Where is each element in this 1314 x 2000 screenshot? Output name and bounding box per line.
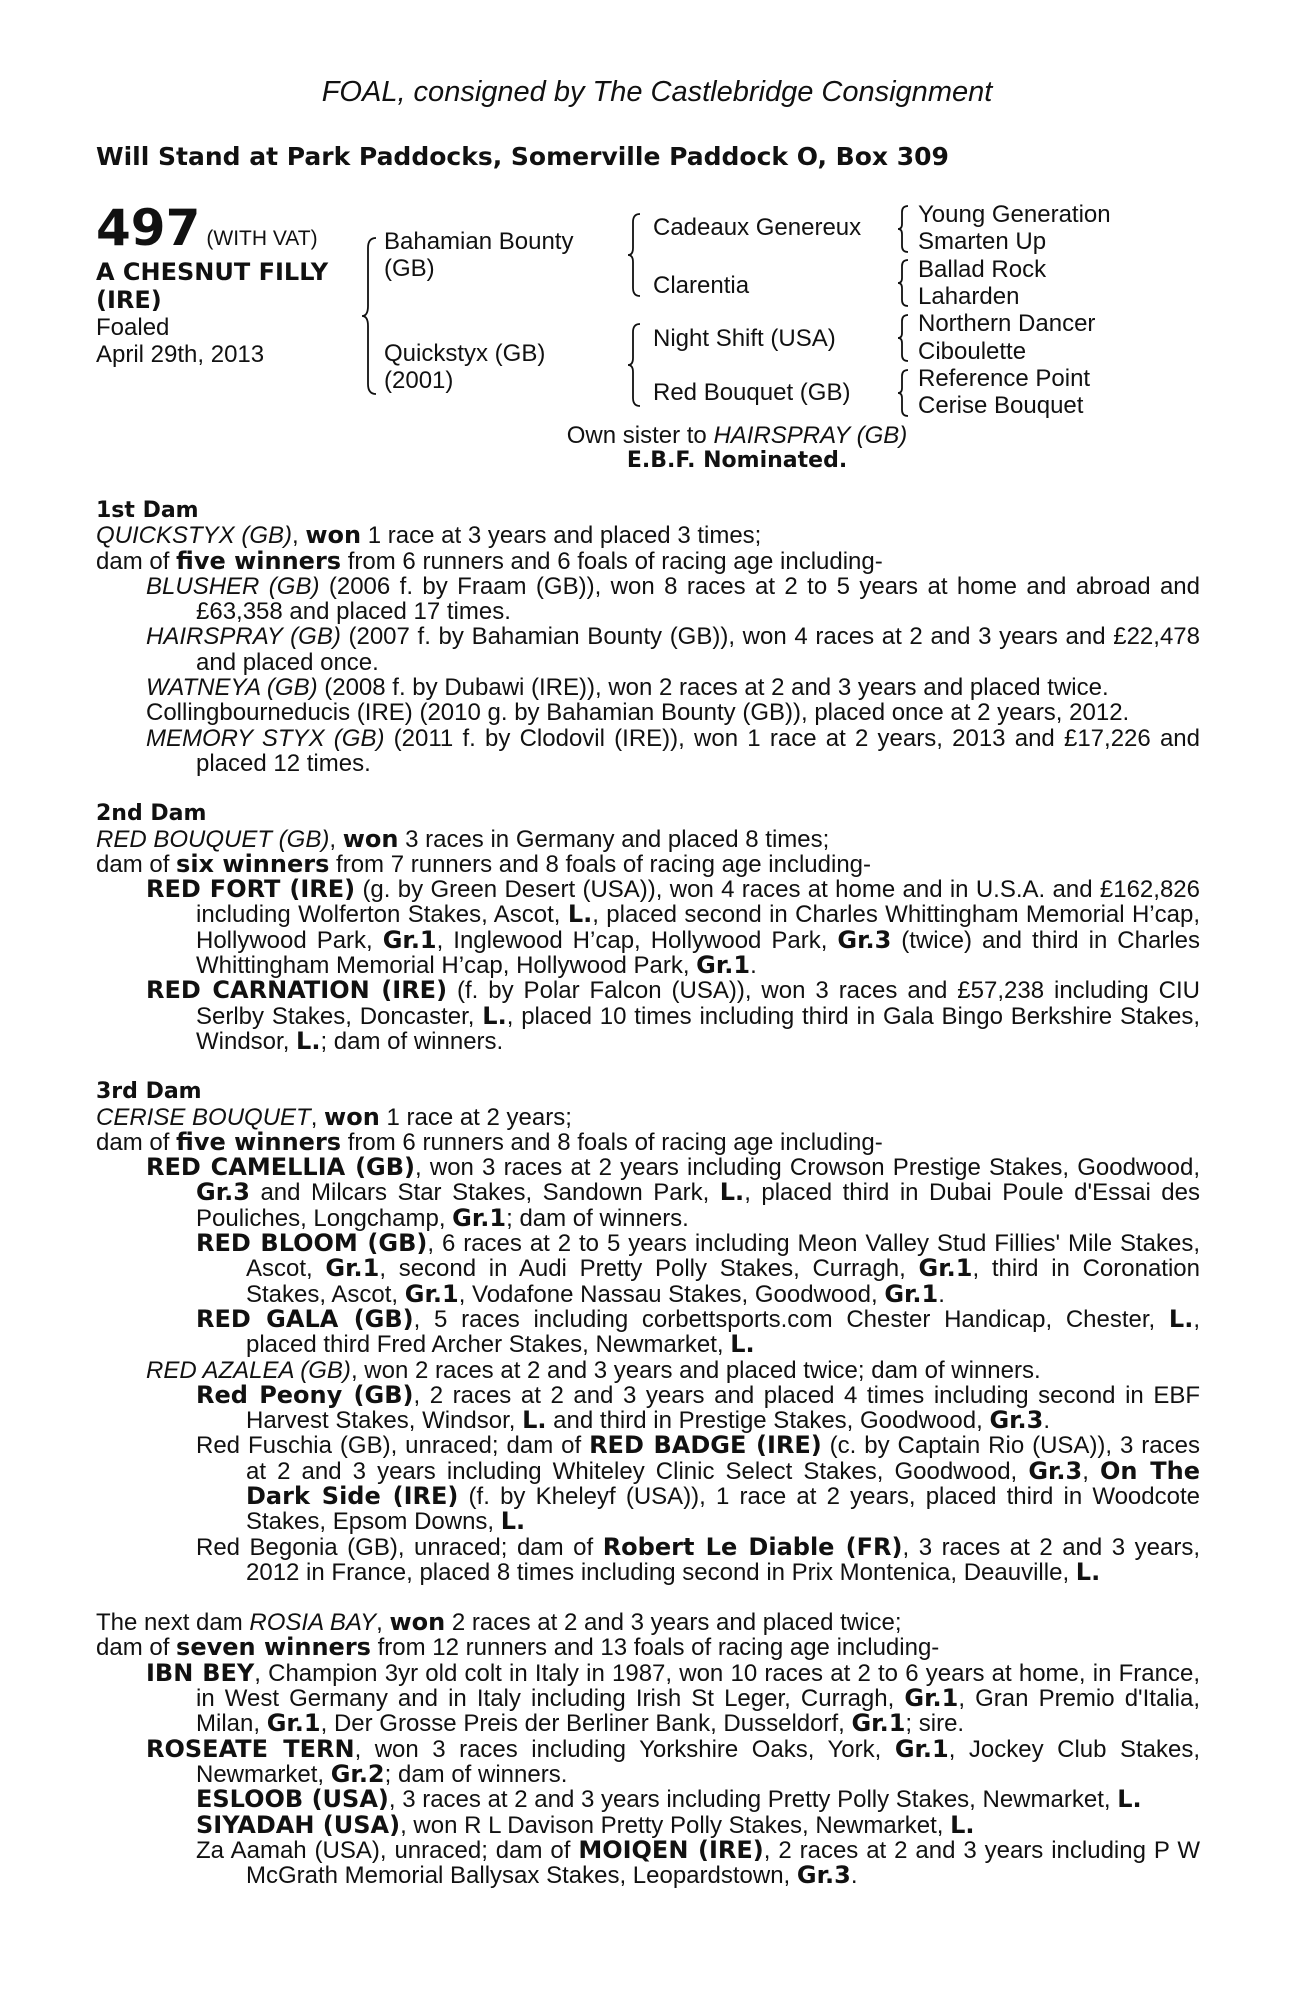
pedigree-brace-g2 <box>896 258 910 308</box>
vat-label: (WITH VAT) <box>206 227 318 250</box>
produce-sub-entry <box>96 1380 1200 1435</box>
stand-location: Will Stand at Park Paddocks, Somerville Paddock O, Box 309 <box>96 142 949 171</box>
produce-entry <box>96 726 1200 777</box>
text-run: , Der Grosse Preis der Berliner Bank, Dusseldorf, <box>320 1710 852 1738</box>
text-run: from 12 runners and 13 foals of racing age including- <box>370 1634 940 1662</box>
foaled-info <box>96 314 264 368</box>
text-run: 1 race at 3 years and placed 3 times; <box>361 522 762 550</box>
third-dam-record <box>96 1102 1200 1131</box>
bold-text: L. <box>500 1507 526 1536</box>
text-run: , placed third Fred Archer Stakes, Newmarket, <box>246 1305 1201 1359</box>
text-run: ; dam of winners. <box>384 1760 568 1788</box>
bold-text: L. <box>719 1178 745 1207</box>
bold-text: RED BLOOM (GB) <box>196 1229 428 1258</box>
second-dam-heading: 2nd Dam <box>96 801 207 827</box>
bold-text: Gr.1 <box>918 1254 973 1283</box>
text-run: , <box>376 1609 390 1637</box>
text-run: (g. by Green Desert (USA)), won 4 races at home and in U.S.A. and £162,826 including Wolferton Stakes, Ascot, <box>196 876 1200 929</box>
bold-text: L. <box>1075 1557 1101 1586</box>
text-run: , 2 races at 2 and 3 years and placed 4 times including second in EBF Harvest Stakes, Windsor, <box>246 1381 1200 1435</box>
text-run: , Champion 3yr old colt in Italy in 1987, won 10 races at 2 to 6 years at home, in France, in West Germany and in Italy including Irish St Leger, Curragh, <box>196 1659 1201 1713</box>
text-run: , 6 races at 2 to 5 years including Meon Valley Stud Fillies' Mile Stakes, Ascot, <box>246 1230 1201 1283</box>
text-run: , <box>292 522 306 550</box>
own-sister-note: Own sister to HAIRSPRAY (GB) <box>566 422 908 449</box>
produce-entry <box>96 675 1200 700</box>
text-run: ; sire. <box>905 1710 965 1738</box>
text-run: The next dam <box>96 1609 250 1637</box>
bold-text: RED GALA (GB) <box>196 1304 414 1333</box>
bold-text: L. <box>522 1406 547 1435</box>
text-run: , placed third in Dubai Poule d'Essai des Pouliches, Longchamp, <box>196 1179 1200 1232</box>
second-dam-produce <box>96 849 1200 878</box>
text-run: . <box>1043 1407 1051 1435</box>
produce-record <box>96 498 1200 1888</box>
bold-text: L. <box>482 1001 507 1030</box>
bold-text: IBN BEY <box>146 1658 255 1687</box>
italic-text: ROSIA BAY <box>249 1609 377 1637</box>
pedigree-brace-g4 <box>896 368 910 418</box>
first-dam-produce <box>96 546 1200 575</box>
text-run: . <box>850 1862 858 1890</box>
bold-text: Gr.3 <box>196 1178 250 1207</box>
text-run: dam of <box>96 1634 177 1662</box>
second-dam-record <box>96 824 1200 853</box>
bold-text: RED FORT (IRE) <box>146 875 356 904</box>
text-run: Za Aamah (USA), unraced; dam of <box>196 1836 579 1864</box>
pedigree-sire-dam: Clarentia <box>653 272 750 299</box>
text-run: (f. by Kheleyf (USA)), 1 race at 2 years, placed third in Woodcote Stakes, Epsom Downs, <box>246 1482 1200 1536</box>
text-run: (twice) and third in Charles Whittingham Memorial H’cap, Hollywood Park, <box>196 926 1200 980</box>
text-run: , <box>1082 1457 1101 1485</box>
bold-text: MOIQEN (IRE) <box>578 1835 764 1864</box>
third-dam-produce <box>96 1127 1200 1156</box>
text-run: ; dam of winners. <box>506 1204 689 1232</box>
lot-number-block <box>96 199 318 257</box>
text-run: (2006 f. by Fraam (GB)), won 8 races at 2 to 5 years at home and abroad and £63,358 and placed 17 times. <box>196 572 1201 626</box>
text-run: , won 3 races at 2 years including Crowson Prestige Stakes, Goodwood, <box>415 1154 1200 1182</box>
first-dam-heading: 1st Dam <box>96 498 199 523</box>
pedigree-brace-sire <box>626 212 642 298</box>
italic-text: BLUSHER (GB) <box>146 572 320 600</box>
bold-text: Red Peony (GB) <box>196 1380 414 1409</box>
produce-sub-entry <box>96 1787 1200 1812</box>
text-run: , won 2 races at 2 and 3 years and placed twice; dam of winners. <box>350 1356 1041 1384</box>
bold-text: RED BADGE (IRE) <box>589 1431 822 1460</box>
text-run: , won 3 races including Yorkshire Oaks, York, <box>354 1735 895 1763</box>
lot-number: 497 <box>96 199 201 257</box>
pedigree-dam-sire: Night Shift (USA) <box>653 325 836 352</box>
text-run: from 6 runners and 8 foals of racing age including- <box>341 1128 883 1156</box>
pedigree-sire-sire: Cadeaux Genereux <box>653 214 862 241</box>
pedigree-brace-g1 <box>896 204 910 254</box>
bold-text: L. <box>950 1810 975 1839</box>
text-run: , 3 races at 2 and 3 years, 2012 in France, placed 8 times including second in Prix Montenica, Deauville, <box>246 1533 1200 1586</box>
bold-text: won <box>305 521 362 550</box>
text-run: , placed 10 times including third in Gala Bingo Berkshire Stakes, Windsor, <box>196 1002 1200 1055</box>
pedigree-sire: Bahamian Bounty (GB) <box>384 228 574 282</box>
bold-text: Gr.3 <box>989 1406 1044 1435</box>
horse-description <box>96 258 328 314</box>
text-run: , Vodafone Nassau Stakes, Goodwood, <box>458 1280 885 1308</box>
text-run: 1 race at 2 years; <box>379 1103 572 1131</box>
italic-text: RED BOUQUET (GB) <box>96 825 330 853</box>
own-sister-name: HAIRSPRAY (GB) <box>713 422 908 449</box>
ebf-nominated: E.B.F. Nominated. <box>626 448 848 473</box>
consignor-line: FOAL, consigned by The Castlebridge Consignment <box>321 76 993 108</box>
pedigree-g8: Cerise Bouquet <box>918 392 1084 419</box>
first-dam-record <box>96 523 1200 548</box>
bold-text: seven winners <box>176 1633 371 1662</box>
pedigree-g5: Northern Dancer <box>918 310 1096 337</box>
italic-text: WATNEYA (GB) <box>146 674 318 702</box>
italic-text: HAIRSPRAY (GB) <box>146 623 341 651</box>
horse-title: A CHESNUT FILLY <box>96 258 329 286</box>
produce-entry <box>96 700 1200 725</box>
produce-entry <box>96 877 1200 978</box>
text-run: (2011 f. by Clodovil (IRE)), won 1 race at 2 years, 2013 and £17,226 and placed 12 times. <box>196 724 1200 777</box>
bold-text: Gr.1 <box>266 1709 321 1738</box>
bold-text: won <box>389 1608 446 1637</box>
text-run: (f. by Polar Falcon (USA)), won 3 races and £57,238 including CIU Serlby Stakes, Doncaster, <box>196 977 1201 1030</box>
produce-entry <box>96 1155 1200 1231</box>
horse-country: (IRE) <box>96 286 162 314</box>
produce-entry <box>96 1358 1200 1383</box>
text-run: dam of <box>96 850 177 878</box>
bold-text: L. <box>296 1026 321 1055</box>
text-run: , won R L Davison Pretty Polly Stakes, Newmarket, <box>400 1811 951 1839</box>
text-run: 2 races at 2 and 3 years and placed twice; <box>445 1609 902 1637</box>
foaled-date: April 29th, 2013 <box>96 341 265 368</box>
bold-text: L. <box>1117 1785 1142 1814</box>
text-run: (2007 f. by Bahamian Bounty (GB)), won 4 races at 2 and 3 years and £22,478 and placed once. <box>196 623 1200 676</box>
foaled-label: Foaled <box>96 314 170 341</box>
bold-text: five winners <box>176 546 342 575</box>
bold-text: L. <box>567 900 593 929</box>
bold-text: Gr.1 <box>452 1203 507 1232</box>
text-run: , Gran Premio d'Italia, Milan, <box>196 1685 1201 1738</box>
italic-text: MEMORY STYX (GB) <box>146 724 385 752</box>
pedigree-g3: Ballad Rock <box>918 256 1047 283</box>
produce-sub-entry <box>96 1810 1200 1839</box>
produce-entry <box>96 1658 1201 1738</box>
bold-text: Gr.3 <box>796 1861 851 1890</box>
bold-text: Gr.1 <box>696 951 751 980</box>
text-run: and third in Prestige Stakes, Goodwood, <box>546 1407 990 1435</box>
bold-text: Gr.2 <box>330 1759 385 1788</box>
produce-sub-entry <box>96 1835 1200 1890</box>
next-dam-produce <box>96 1635 1200 1660</box>
text-run: , 3 races at 2 and 3 years including Pretty Polly Stakes, Newmarket, <box>388 1786 1118 1814</box>
italic-text: CERISE BOUQUET <box>96 1103 311 1131</box>
text-run: . <box>938 1280 945 1308</box>
produce-sub-entry <box>96 1231 1200 1307</box>
bold-text: Gr.1 <box>382 925 437 954</box>
bold-text: six winners <box>176 849 330 878</box>
text-run: and Milcars Star Stakes, Sandown Park, <box>249 1179 720 1207</box>
text-run: Collingbourneducis (IRE) (2010 g. by Bahamian Bounty (GB)), placed once at 2 years, 2012. <box>146 699 1130 727</box>
bold-text: Gr.1 <box>851 1709 906 1738</box>
bold-text: five winners <box>176 1127 342 1156</box>
bold-text: Gr.3 <box>1028 1456 1083 1485</box>
bold-text: L. <box>730 1330 755 1359</box>
text-run: , Inglewood H’cap, Hollywood Park, <box>436 926 838 954</box>
text-run: Red Fuschia (GB), unraced; dam of <box>196 1432 590 1460</box>
text-run: , 2 races at 2 and 3 years including P W McGrath Memorial Ballysax Stakes, Leopardstown, <box>246 1836 1200 1890</box>
produce-sub-entry <box>96 1304 1201 1359</box>
text-run: , <box>329 825 343 853</box>
text-run: , third in Coronation Stakes, Ascot, <box>246 1255 1201 1308</box>
text-run: , placed second in Charles Whittingham Memorial H’cap, Hollywood Park, <box>196 901 1200 954</box>
italic-text: QUICKSTYX (GB) <box>96 522 293 550</box>
pedigree-g4: Laharden <box>918 283 1020 310</box>
third-dam-heading: 3rd Dam <box>96 1079 202 1105</box>
bold-text: Gr.1 <box>325 1254 380 1283</box>
produce-entry <box>96 1734 1201 1788</box>
produce-entry <box>96 574 1200 625</box>
pedigree-g7: Reference Point <box>918 365 1091 392</box>
text-run: Red Begonia (GB), unraced; dam of <box>196 1533 603 1561</box>
bold-text: RED CARNATION (IRE) <box>146 976 448 1005</box>
produce-sub-entry <box>96 1433 1200 1534</box>
next-dam-record <box>96 1610 1200 1635</box>
bold-text: Gr.1 <box>904 1684 959 1713</box>
text-run: from 7 runners and 8 foals of racing age including- <box>329 850 872 878</box>
produce-entry <box>96 978 1200 1054</box>
text-run: , 5 races including corbettsports.com Chester Handicap, Chester, <box>413 1305 1169 1333</box>
pedigree-g1: Young Generation <box>918 201 1111 228</box>
bold-text: ESLOOB (USA) <box>196 1785 389 1814</box>
text-run: dam of <box>96 1128 177 1156</box>
pedigree-dam-dam: Red Bouquet (GB) <box>653 379 851 406</box>
bold-text: won <box>324 1102 380 1131</box>
bold-text: On The Dark Side (IRE) <box>246 1456 1201 1510</box>
pedigree-g6: Ciboulette <box>918 338 1027 365</box>
bold-text: won <box>342 824 399 853</box>
pedigree-brace-dam <box>626 322 642 408</box>
text-run: , Jockey Club Stakes, Newmarket, <box>196 1735 1201 1788</box>
produce-sub-entry <box>96 1532 1200 1586</box>
text-run: , second in Audi Pretty Polly Stakes, Curragh, <box>379 1255 919 1283</box>
pedigree-dam: Quickstyx (GB) (2001) <box>384 340 546 394</box>
italic-text: RED AZALEA (GB) <box>146 1356 351 1384</box>
pedigree-brace-main <box>360 236 380 396</box>
bold-text: ROSEATE TERN <box>146 1734 355 1763</box>
bold-text: Robert Le Diable (FR) <box>602 1532 903 1561</box>
pedigree-brace-g3 <box>896 313 910 363</box>
bold-text: Gr.1 <box>884 1279 939 1308</box>
text-run: ; dam of winners. <box>320 1027 504 1055</box>
text-run: (2008 f. by Dubawi (IRE)), won 2 races at 2 and 3 years and placed twice. <box>317 674 1109 702</box>
bold-text: Gr.3 <box>837 925 892 954</box>
text-run: (c. by Captain Rio (USA)), 3 races at 2 and 3 years including Whiteley Clinic Select Stakes, Goodwood, <box>246 1432 1200 1485</box>
text-run: dam of <box>96 547 177 575</box>
bold-text: RED CAMELLIA (GB) <box>146 1153 416 1182</box>
bold-text: Gr.1 <box>894 1734 949 1763</box>
pedigree-g2: Smarten Up <box>918 228 1047 255</box>
bold-text: L. <box>1168 1304 1194 1333</box>
text-run: . <box>750 952 757 980</box>
text-run: from 6 runners and 6 foals of racing age including- <box>341 547 883 575</box>
produce-entry <box>96 624 1200 675</box>
text-run: 3 races in Germany and placed 8 times; <box>398 825 830 853</box>
bold-text: SIYADAH (USA) <box>196 1810 401 1839</box>
text-run: , <box>310 1103 325 1131</box>
bold-text: Gr.1 <box>404 1279 459 1308</box>
